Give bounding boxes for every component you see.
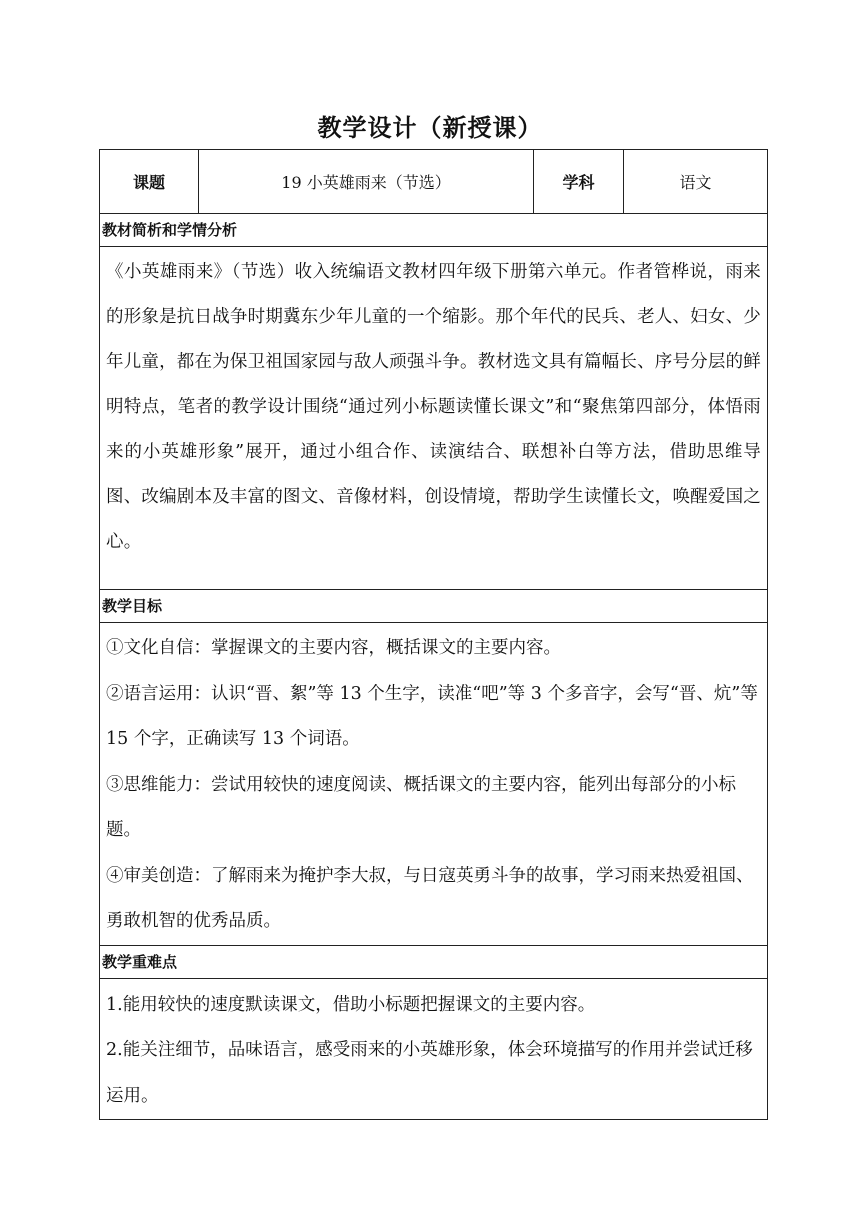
goal-item: ④审美创造：了解雨来为掩护李大叔，与日寇英勇斗争的故事，学习雨来热爱祖国、勇敢机智的优秀品质。 xyxy=(106,865,754,931)
difficulty-item: 1.能用较快的速度默读课文，借助小标题把握课文的主要内容。 xyxy=(106,994,596,1015)
goals-heading: 教学目标 xyxy=(100,590,767,623)
difficulty-item: 2.能关注细节，品味语言，感受雨来的小英雄形象，体会环境描写的作用并尝试迁移运用。 xyxy=(106,1040,753,1106)
header-row xyxy=(100,150,767,214)
subject-value: 语文 xyxy=(623,150,767,213)
topic-label: 课题 xyxy=(132,173,165,192)
goals-list xyxy=(100,623,767,946)
analysis-text: 《小英雄雨来》（节选）收入统编语文教材四年级下册第六单元。作者管桦说，雨来的形象是抗日战争时期冀东少年儿童的一个缩影。那个年代的民兵、老人、妇女、少年儿童，都在为保卫祖国家园与敌人顽强斗争。教材选文具有篇幅长、序号分层的鲜明特点，笔者的教学设计围绕“通过列小标题读懂长课文”和“聚焦第四部分，体悟雨来的小英雄形象”展开，通过小组合作、读演结合、联想补白等方法，借助思维导图、改编剧本及丰富的图文、音像材料，创设情境，帮助学生读懂长文，唤醒爱国之心。 xyxy=(100,247,767,590)
difficulties-heading: 教学重难点 xyxy=(100,946,767,979)
goal-item: ③思维能力：尝试用较快的速度阅读、概括课文的主要内容，能列出每部分的小标题。 xyxy=(106,774,736,840)
goal-item: ②语言运用：认识“晋、絮”等 13 个生字，读准“吧”等 3 个多音字，会写“晋、炕”等 15 个字，正确读写 13 个词语。 xyxy=(106,683,758,749)
analysis-heading: 教材简析和学情分析 xyxy=(100,214,767,247)
lesson-plan-table xyxy=(99,149,768,1120)
difficulties-list xyxy=(100,979,767,1120)
page-title: 教学设计（新授课） xyxy=(317,114,543,142)
topic-value: 19 小英雄雨来（节选） xyxy=(198,150,533,213)
goal-item: ①文化自信：掌握课文的主要内容，概括课文的主要内容。 xyxy=(106,638,561,658)
subject-label: 学科 xyxy=(533,150,623,213)
